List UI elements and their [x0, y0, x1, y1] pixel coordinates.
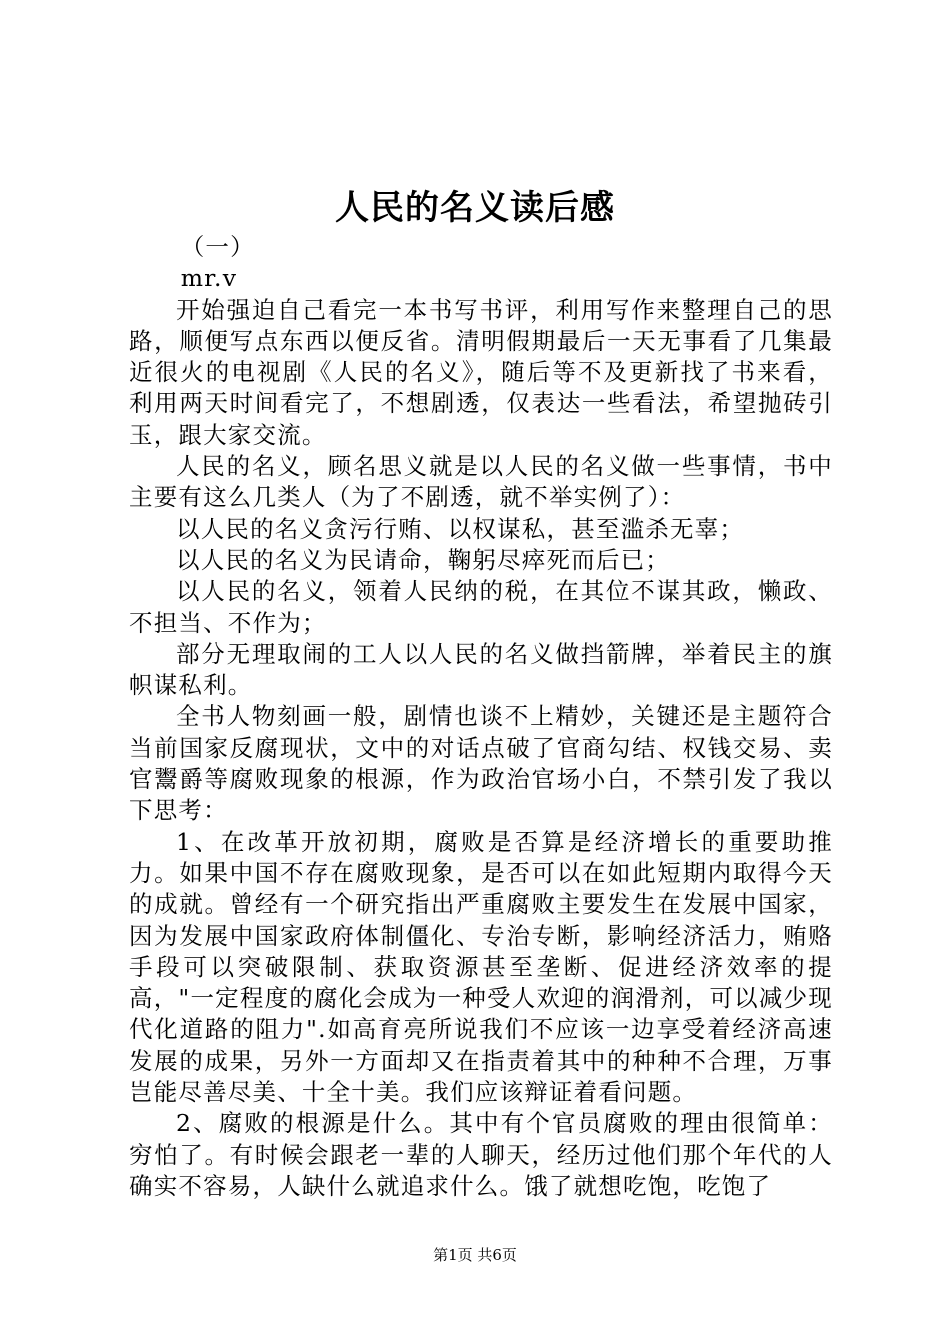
paragraph-1: 开始强迫自己看完一本书写书评，利用写作来整理自己的思路，顺便写点东西以便反省。清明假期最后一天无事看了几集最近很火的电视剧《人民的名义》，随后等不及更新找了书来看，利用两天时间看完了，不想剧透，仅表达一些看法，希望抛砖引玉，跟大家交流。 [129, 295, 833, 449]
section-heading: （一） [180, 233, 255, 261]
paragraph-6: 部分无理取闹的工人以人民的名义做挡箭牌，举着民主的旗帜谋私利。 [129, 639, 833, 700]
paragraph-3: 以人民的名义贪污行贿、以权谋私，甚至滥杀无辜； [176, 514, 745, 543]
paragraph-9: 2、腐败的根源是什么。其中有个官员腐败的理由很简单：穷怕了。有时候会跟老一辈的人聊天，经历过他们那个年代的人确实不容易，人缺什么就追求什么。饿了就想吃饱，吃饱了 [129, 1109, 833, 1200]
paragraph-8: 1、在改革开放初期，腐败是否算是经济增长的重要助推力。如果中国不存在腐败现象，是否可以在如此短期内取得今天的成就。曾经有一个研究指出严重腐败主要发生在发展中国家，因为发展中国家政府体制僵化、专治专断，影响经济活力，贿赂手段可以突破限制、获取资源甚至垄断、促进经济效率的提高，"一定程度的腐化会成为一种受人欢迎的润滑剂，可以减少现代化道路的阻力".如高育亮所说我们不应该一边享受着经济高速发展的成果，另外一方面却又在指责着其中的种种不合理，万事岂能尽善尽美、十全十美。我们应该辩证着看问题。 [129, 827, 833, 1107]
paragraph-4: 以人民的名义为民请命，鞠躬尽瘁死而后已； [176, 545, 670, 574]
paragraph-5: 以人民的名义，领着人民纳的税，在其位不谋其政，懒政、不担当、不作为； [129, 577, 833, 637]
document-body [129, 232, 833, 1202]
document-title: 人民的名义读后感 [335, 188, 615, 228]
page-footer: 第1页 共6页 [433, 1246, 517, 1264]
paragraph-2: 人民的名义，顾名思义就是以人民的名义做一些事情，书中主要有这么几类人（为了不剧透，就不举实例了）： [129, 452, 833, 512]
paragraph-7: 全书人物刻画一般，剧情也谈不上精妙，关键还是主题符合当前国家反腐现状，文中的对话点破了官商勾结、权钱交易、卖官鬻爵等腐败现象的根源，作为政治官场小白，不禁引发了我以下思考： [129, 702, 833, 825]
author-line: mr.v [180, 264, 238, 293]
